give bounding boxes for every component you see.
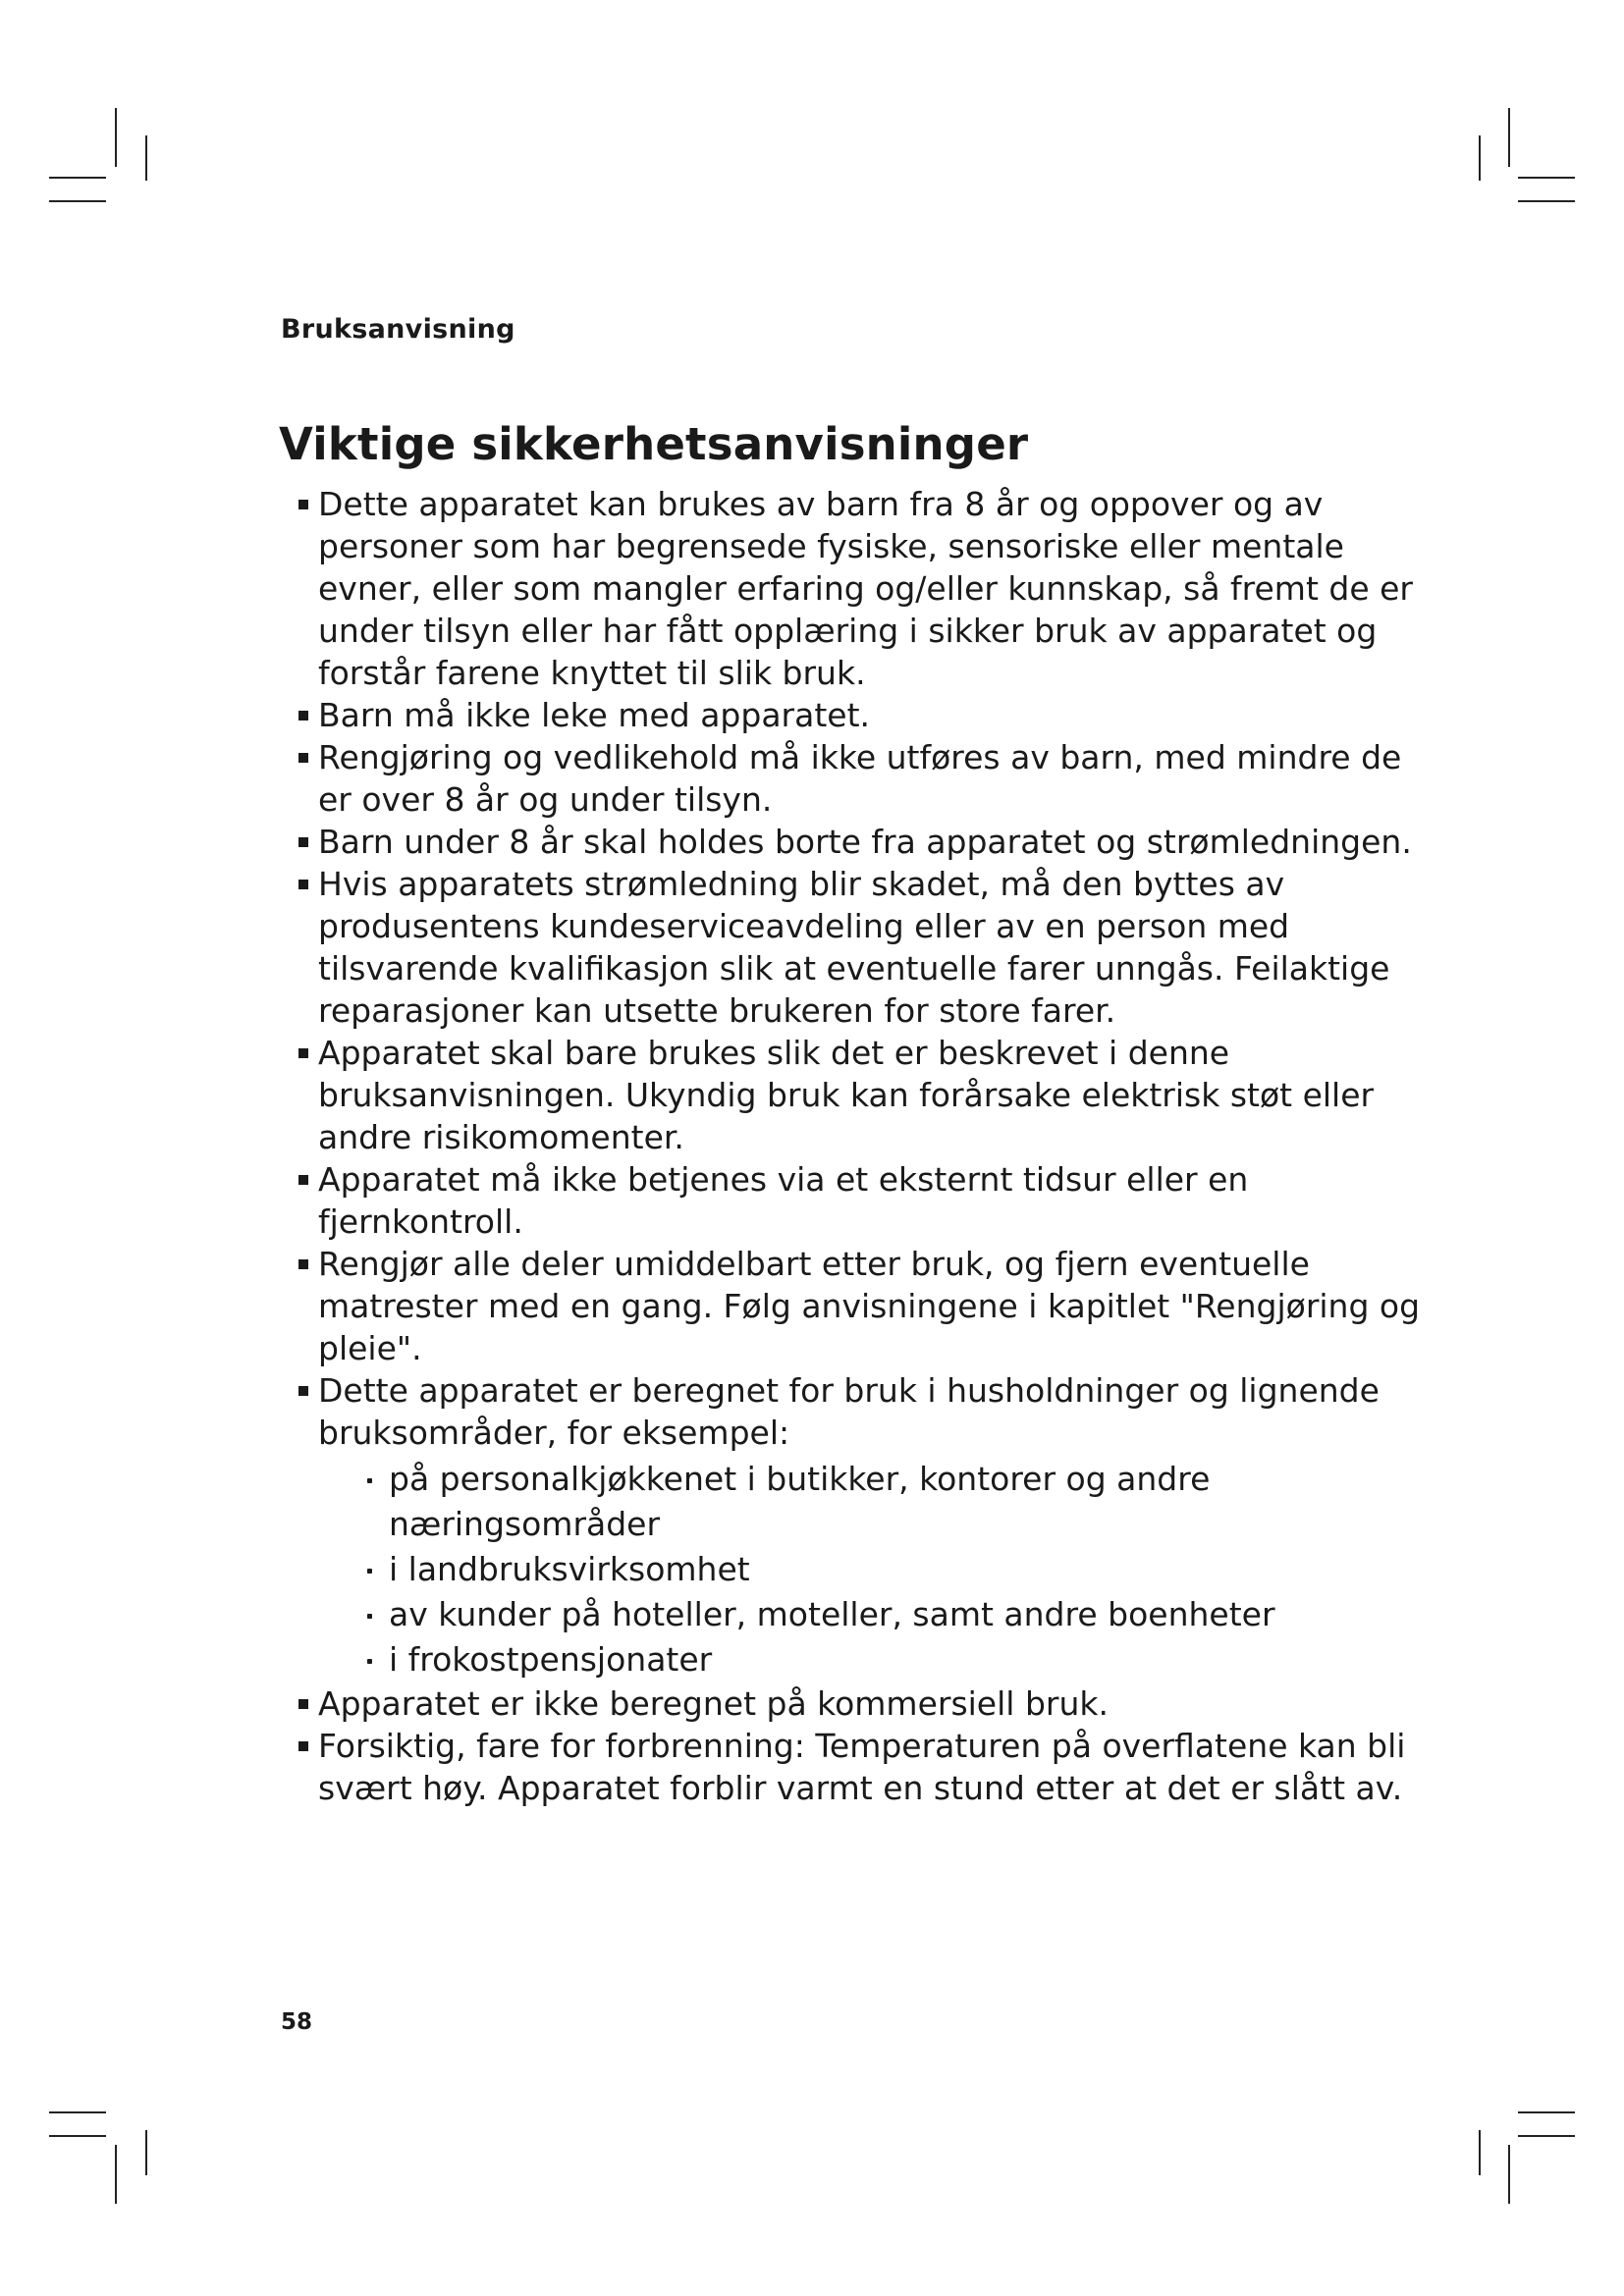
list-item-text: Forsiktig, fare for forbrenning: Temperaturen på overflatene kan bli svært høy. Apparatet forblir varmt en stund etter at det er slått av.: [318, 1727, 1406, 1807]
list-item-text: Apparatet er ikke beregnet på kommersiell bruk.: [318, 1684, 1109, 1723]
square-bullet-icon: [298, 837, 308, 847]
dot-bullet-icon: [367, 1478, 372, 1483]
sublist-item-text: av kunder på hoteller, moteller, samt andre boenheter: [389, 1595, 1275, 1633]
list-item: [304, 1682, 1443, 1725]
crop-mark-top-right-v1: [1508, 108, 1510, 167]
list-item-text: Hvis apparatets strømledning blir skadet, må den byttes av produsentens kundeserviceavdeling eller av en person med tilsvarende kvalifikasjon slik at eventuelle farer unngås. Feilaktige reparasjoner kan utsette brukeren for store farer.: [318, 865, 1390, 1030]
section-label: Bruksanvisning: [281, 314, 515, 345]
list-item: [304, 736, 1443, 821]
list-item: [304, 1369, 1443, 1682]
sublist-item: [367, 1592, 1290, 1637]
page-title: Viktige sikkerhetsanvisninger: [279, 418, 1029, 470]
sublist-item-text: i frokostpensjonater: [389, 1640, 713, 1679]
list-item-text: Barn under 8 år skal holdes borte fra apparatet og strømledningen.: [318, 823, 1412, 861]
crop-mark-bottom-left-v1: [115, 2145, 117, 2204]
sublist-item-text: i landbruksvirksomhet: [389, 1550, 750, 1588]
crop-mark-top-left-h2: [49, 200, 106, 202]
crop-mark-top-right-h2: [1518, 200, 1575, 202]
list-item: [304, 1158, 1443, 1243]
crop-mark-top-right-v2: [1479, 135, 1481, 181]
square-bullet-icon: [298, 1048, 308, 1058]
crop-mark-bottom-right-h2: [1518, 2135, 1575, 2137]
square-bullet-icon: [298, 1175, 308, 1185]
crop-mark-bottom-right-v2: [1479, 2130, 1481, 2175]
list-item-text: Apparatet skal bare brukes slik det er beskrevet i denne bruksanvisningen. Ukyndig bruk kan forårsake elektrisk støt eller andre risikomomenter.: [318, 1034, 1375, 1156]
crop-mark-top-left-v1: [115, 108, 117, 167]
sublist-item-text: på personalkjøkkenet i butikker, kontorer og andre næringsområder: [389, 1460, 1211, 1543]
list-item: [304, 694, 1443, 736]
dot-bullet-icon: [367, 1614, 372, 1619]
crop-mark-top-left-v2: [145, 135, 147, 181]
square-bullet-icon: [298, 753, 308, 763]
crop-mark-top-right-h1: [1518, 177, 1575, 179]
list-item-text: Rengjør alle deler umiddelbart etter bruk, og fjern eventuelle matrester med en gang. Følg anvisningene i kapitlet "Rengjøring og pleie".: [318, 1245, 1421, 1367]
list-item: [304, 821, 1443, 863]
crop-mark-top-left-h1: [49, 177, 106, 179]
dot-bullet-icon: [367, 1659, 372, 1664]
list-item: [304, 1243, 1443, 1369]
list-item-text: Barn må ikke leke med apparatet.: [318, 696, 870, 734]
crop-mark-bottom-left-h1: [49, 2111, 106, 2113]
list-item-text: Apparatet må ikke betjenes via et eksternt tidsur eller en fjernkontroll.: [318, 1160, 1249, 1241]
sublist-item: [367, 1547, 1290, 1592]
list-item: [304, 1032, 1443, 1158]
crop-mark-bottom-left-h2: [49, 2135, 106, 2137]
square-bullet-icon: [298, 1741, 308, 1751]
crop-mark-bottom-right-v1: [1508, 2145, 1510, 2204]
list-item-text: Dette apparatet kan brukes av barn fra 8 år og oppover og av personer som har begrensede fysiske, sensoriske eller mentale evner, eller som mangler erfaring og/eller kunnskap, så fremt de er under tilsyn eller har fått opplæring i sikker bruk av apparatet og forstår farene knyttet til slik bruk.: [318, 485, 1413, 692]
crop-mark-bottom-left-v2: [145, 2130, 147, 2175]
square-bullet-icon: [298, 1386, 308, 1396]
sublist-item: [367, 1457, 1290, 1547]
list-item: [304, 863, 1443, 1032]
list-item: [304, 1725, 1443, 1809]
list-item-text: Rengjøring og vedlikehold må ikke utføres av barn, med mindre de er over 8 år og under tilsyn.: [318, 738, 1402, 819]
safety-instructions-list: [304, 483, 1443, 1809]
page-number: 58: [281, 2009, 313, 2035]
square-bullet-icon: [298, 711, 308, 721]
square-bullet-icon: [298, 880, 308, 889]
usage-areas-sublist: [318, 1457, 1290, 1682]
list-item: [304, 483, 1443, 694]
dot-bullet-icon: [367, 1569, 372, 1574]
square-bullet-icon: [298, 1259, 308, 1269]
sublist-item: [367, 1637, 1290, 1682]
list-item-text: Dette apparatet er beregnet for bruk i husholdninger og lignende bruksområder, for eksempel:: [318, 1371, 1380, 1452]
crop-mark-bottom-right-h1: [1518, 2111, 1575, 2113]
square-bullet-icon: [298, 500, 308, 509]
square-bullet-icon: [298, 1699, 308, 1709]
